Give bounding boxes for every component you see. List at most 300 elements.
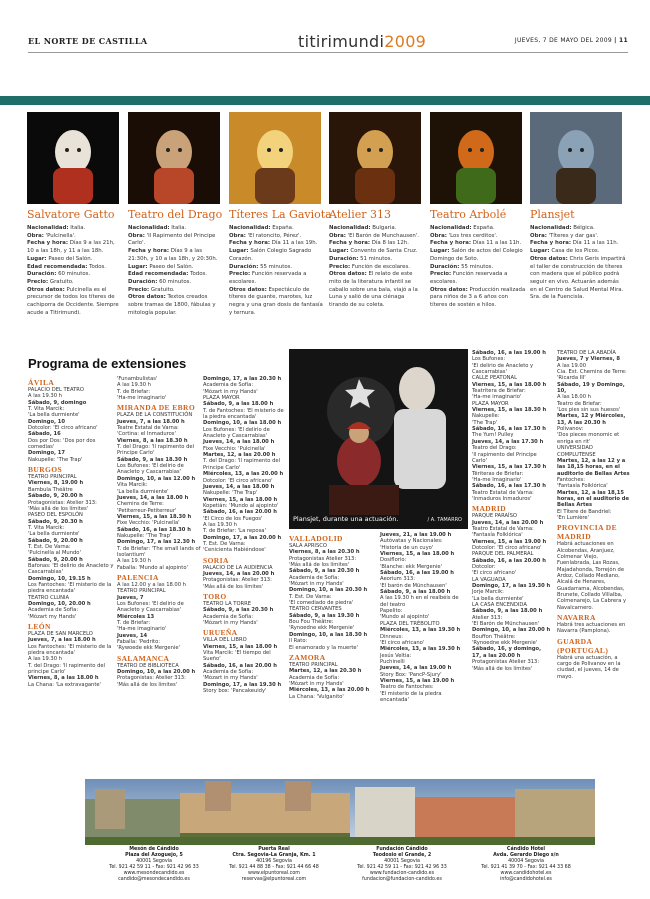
ad-mail[interactable]: reservas@elpuntoreal.com bbox=[241, 877, 307, 882]
detail-label: Nacionalidad: bbox=[430, 225, 472, 231]
page-header bbox=[28, 34, 628, 50]
detail-row bbox=[27, 279, 123, 287]
detail-row bbox=[329, 256, 425, 264]
detail-label: Precio: bbox=[430, 271, 452, 278]
event-date: Viernes, 8, a las 18.00 h bbox=[28, 675, 99, 682]
detail-label: Obra: bbox=[128, 232, 145, 239]
detail-value: Paseo del Salón. bbox=[149, 263, 194, 270]
detail-label: Lugar: bbox=[229, 248, 249, 255]
event-text: UNIVERSIDAD COMPLUTENSE bbox=[557, 445, 596, 458]
company-photo bbox=[530, 112, 622, 204]
event-text: PARQUE PARAÍSO bbox=[472, 513, 517, 520]
ad-mail[interactable]: candido@mesondecandido.es bbox=[118, 877, 190, 882]
detail-row bbox=[27, 256, 123, 264]
event-text: 'En Lumière' bbox=[557, 514, 590, 521]
event-text: Academia de Sofía: bbox=[28, 607, 79, 614]
detail-row bbox=[27, 271, 123, 279]
event-text: Faballa: 'Mundo al ajopinto' bbox=[117, 564, 188, 571]
event-text: 'Mózart in my Hands' bbox=[289, 680, 344, 687]
event-date: Domingo, 10, a las 20.30 h bbox=[289, 587, 368, 594]
detail-label: Duración: bbox=[329, 255, 359, 262]
event-date: Domingo, 10, a las 20.00 h bbox=[472, 627, 551, 634]
event-text: Jorje Marcik: bbox=[472, 589, 504, 596]
event-text: Dotcolor: 'El circo africano' bbox=[28, 425, 98, 432]
event-date: Viernes, 15, a las 19.00 h bbox=[380, 677, 455, 684]
event-date: Sábado, 9, 20.00 h bbox=[28, 537, 83, 544]
event-text: Polivanov: bbox=[557, 426, 584, 433]
detail-value: Bélgica. bbox=[573, 225, 595, 231]
event-text: La Chana: 'Vulganito' bbox=[289, 693, 344, 700]
event-text: 'The Trap' bbox=[472, 419, 498, 426]
company-card bbox=[329, 112, 425, 344]
event-text: 'Fantasía Folklórica' bbox=[557, 483, 608, 490]
event-text: T. de Briefar: 'The small lands of Isolantium' bbox=[117, 545, 201, 558]
event-text: 'Mundo al ajopinto' bbox=[380, 614, 430, 621]
detail-row bbox=[530, 240, 626, 248]
company-name: Plansjet bbox=[530, 208, 575, 221]
event-text: T. Est. De Varna: bbox=[289, 593, 332, 600]
detail-row bbox=[430, 271, 526, 286]
event-text: TEATRO DE LA ABADÍA bbox=[557, 350, 616, 356]
detail-label: Obra: bbox=[530, 232, 547, 239]
event-date: Domingo, 10, 19.15 h bbox=[28, 575, 91, 582]
event-date: Domingo, 10, a las 18.00 h bbox=[203, 420, 282, 427]
event-date: Domingo, 10, a las 18.30 h bbox=[289, 631, 368, 638]
photo-credit: / A. TAMARRO bbox=[427, 517, 462, 523]
detail-label: Precio: bbox=[27, 278, 49, 285]
event-date: Viernes, 15, a las 18.00 h bbox=[380, 551, 455, 558]
event-text: A las 19.00 bbox=[557, 362, 587, 369]
event-date: Domingo, 17, a las 20.30 h bbox=[203, 376, 282, 382]
event-date: Sábado, 16, a las 18.30 h bbox=[117, 526, 191, 533]
event-date: Domingo, 17, a las 20.00 h bbox=[203, 534, 282, 541]
event-date: Martes, 12, a las 20.00 h bbox=[203, 452, 276, 459]
event-text: 'Más allá de los límites' bbox=[117, 681, 178, 688]
event-text: Los Bufones: bbox=[472, 356, 506, 363]
event-text: PALACIO DE LA AUDIENCIA bbox=[203, 564, 273, 571]
advertisement bbox=[85, 779, 595, 889]
event-text: A las 19.30 h bbox=[117, 558, 151, 565]
event-text: 'Rynoedne ekk Mergenie' bbox=[472, 640, 538, 647]
detail-row bbox=[27, 225, 123, 233]
ad-city: 40196 Segovia bbox=[256, 859, 292, 864]
detail-row bbox=[530, 248, 626, 256]
detail-label: Precio: bbox=[128, 286, 150, 293]
event-date: Jueves, 7, a las 18.00 h bbox=[28, 637, 96, 644]
event-text: Atelier 313: bbox=[472, 614, 503, 621]
company-photo bbox=[229, 112, 321, 204]
event-date: Domingo, 17, a las 19.30 h bbox=[203, 681, 282, 688]
event-date: Sábado, 16, a las 20.00 h bbox=[472, 557, 546, 564]
detail-label: Edad recomendada: bbox=[27, 263, 88, 270]
ad-addr: Teodosio el Grande, 2 bbox=[372, 853, 432, 858]
company-card bbox=[128, 112, 224, 344]
date-text: JUEVES, 7 DE MAYO DEL 2009 bbox=[514, 37, 612, 44]
event-text: Protagonistas: Atelier 313: bbox=[117, 675, 186, 682]
event-text: Los Bufones: 'El delirio de Anacleto y Cascarrabias' bbox=[203, 426, 270, 440]
event-text: Protagonistas Atelier 313: bbox=[289, 555, 357, 562]
event-text: La Chana: 'La extravagante' bbox=[28, 681, 101, 688]
detail-label: Nacionalidad: bbox=[229, 225, 271, 231]
detail-value: 'Los tres cerditos'. bbox=[448, 232, 498, 239]
event-text: A las 19.30 h bbox=[203, 521, 237, 528]
event-text: Nakupelle: 'The Trap' bbox=[28, 456, 83, 463]
event-date: Sábado, 16, a las 17.30 h bbox=[472, 483, 546, 490]
event-text: T. de Briefar: bbox=[117, 388, 151, 395]
detail-row bbox=[329, 264, 425, 272]
event-text: 'El Barón de Münchausen' bbox=[472, 621, 540, 628]
event-text: 'Pulcinella al Mundo' bbox=[28, 550, 81, 557]
logo-year: 2009 bbox=[384, 32, 427, 51]
event-text: 'El delirio de Anacleto y Cascarrabias' bbox=[472, 362, 534, 376]
event-date: Martes, 12, a las 18,15 horas, en el auditorio de Bellas Artes bbox=[557, 489, 629, 509]
event-text: 'Mózart in my Hands' bbox=[203, 675, 258, 682]
detail-value: Convento de Santa Cruz. bbox=[350, 248, 418, 255]
detail-row bbox=[27, 240, 123, 255]
detail-row bbox=[329, 225, 425, 233]
event-text: 'Inmaduros Inmaduros' bbox=[472, 495, 532, 502]
event-text: 'El Circo de los Fuegos' bbox=[203, 515, 263, 522]
detail-label: Duración: bbox=[128, 278, 158, 285]
event-text: A las 19.30 h bbox=[117, 382, 151, 389]
event-text: CALLE PEATONAL bbox=[472, 375, 517, 382]
event-text: TEATRO CERVANTES bbox=[289, 606, 342, 613]
event-text: Teatro Estatal de Varna: bbox=[472, 525, 534, 532]
event-date: Domingo, 17 bbox=[28, 450, 66, 457]
event-date: Martes, 12, a las 12 y a las 18,15 horas, en el auditorio de Bellas Artes bbox=[557, 457, 630, 477]
extensions-column-1 bbox=[28, 376, 116, 688]
event-text: T. de Briefar: bbox=[117, 620, 151, 627]
company-details bbox=[329, 225, 425, 310]
event-date: Viernes, 15, a las 17.30 h bbox=[472, 464, 547, 471]
event-text: El Títere de Bandriel: bbox=[557, 508, 612, 515]
detail-value: Días 9 a las 21h, 10 a las 18h, y 11 a las 18h. bbox=[27, 240, 115, 255]
detail-row bbox=[229, 287, 325, 318]
page-date: JUEVES, 7 DE MAYO DEL 2009 | 11 bbox=[514, 37, 628, 44]
detail-value: El relato de este mito de la literatura infantil se caballo sobre una bala, viajó a la Luna y salió de una ciénaga tirando de su coleta. bbox=[329, 271, 418, 309]
puppet-photo bbox=[430, 112, 522, 204]
event-text: 'El misterio de la piedra encantada' bbox=[380, 690, 442, 703]
detail-row bbox=[430, 225, 526, 233]
event-text: A las 19.30 h bbox=[28, 393, 62, 400]
event-text: Protagonistas: Atelier 313: bbox=[203, 577, 272, 584]
detail-label: Obra: bbox=[430, 232, 447, 239]
event-text: Nakupelle: bbox=[472, 413, 500, 420]
detail-row bbox=[128, 264, 224, 272]
event-text: El enamorado y la muerte' bbox=[289, 644, 358, 651]
detail-row bbox=[430, 240, 526, 248]
event-date: Viernes, 15, a las 18.00 h bbox=[203, 643, 278, 650]
detail-row bbox=[430, 248, 526, 263]
ad-web[interactable]: www.mesondecandido.es bbox=[123, 871, 185, 876]
event-text: Dos por Dos: 'Dos por dos comedias' bbox=[28, 437, 96, 451]
event-text: LA CASA ENCENDIDA bbox=[472, 602, 527, 609]
detail-value: Gratuito. bbox=[49, 278, 74, 285]
detail-value: Paseo del Salón. bbox=[48, 255, 93, 262]
extensions-column-7 bbox=[557, 350, 632, 680]
detail-value: Función reservada a escolares. bbox=[229, 271, 307, 285]
event-date: Domingo, 17, a las 19.30 h bbox=[472, 583, 551, 590]
ad-city: 40001 Segovia bbox=[384, 859, 420, 864]
event-text: Habrá actuaciones en Alcobendas, Aranjuez, Colmenar Viejo, Fuenlabrada, Las Rozas, Majadahonda, Torrejón de Ardoz, Collado Mediano, Alcalá de Henares, Guadarrama, Alcobendas, Brunete, Collado Villalba, Colmenarejo, La Cabrera y Navalcarnero. bbox=[557, 541, 627, 611]
company-details bbox=[430, 225, 526, 310]
detail-value: Todos. bbox=[89, 263, 107, 270]
detail-value: Gratuito. bbox=[150, 286, 175, 293]
event-text: Bouffon Théâtre: bbox=[472, 633, 516, 640]
event-text: T. del Drago: 'Il rapimento del principe Carlo' bbox=[28, 662, 106, 676]
event-text: Bafonas: 'El delirio de Anacleto y Cascarrabias' bbox=[28, 562, 114, 576]
event-text: Teatro de Fantoches: bbox=[380, 684, 434, 691]
detail-value: 51 minutos. bbox=[360, 255, 393, 262]
detail-label: Lugar: bbox=[128, 263, 148, 270]
company-details bbox=[27, 225, 123, 317]
event-date: Sábado, 16 bbox=[28, 431, 61, 438]
detail-label: Nacionalidad: bbox=[530, 225, 572, 231]
ad-name: Mesón de Cándido bbox=[129, 847, 179, 852]
company-photo bbox=[128, 112, 220, 204]
detail-label: Nacionalidad: bbox=[128, 225, 170, 231]
detail-label: Otros datos: bbox=[530, 255, 568, 262]
event-date: Domingo, 17, a las 12.30 h bbox=[117, 539, 196, 546]
event-text: 'Los pies sin sus huesos' bbox=[557, 407, 621, 414]
ad-contacts bbox=[95, 847, 590, 887]
event-text: TEATRO PRINCIPAL bbox=[117, 588, 166, 595]
event-text: Jesús Veltia: bbox=[380, 652, 412, 659]
event-text: Story Box: 'PancP-Sjury' bbox=[380, 671, 442, 678]
detail-label: Fecha y hora: bbox=[329, 240, 371, 247]
event-date: Sábado, 16, a las 19.00 h bbox=[380, 570, 454, 577]
detail-value: 'El ratoncito, Pérez'. bbox=[247, 232, 302, 239]
detail-row bbox=[128, 248, 224, 263]
event-text: Protagonistas Atelier 313: bbox=[472, 659, 540, 666]
photo-caption: Plansjet, durante una actuación. bbox=[293, 515, 399, 523]
event-text: Los Fantoches: 'El misterio de la piedra encantada' bbox=[28, 643, 112, 657]
detail-value: Textos creados sobre tramas de 1800, fábulas y mitología popular. bbox=[128, 294, 216, 316]
event-text: Academia de Sofía: bbox=[289, 674, 340, 681]
event-text: Los Bufones: 'El delirio de Anacleto y Cascarrabias' bbox=[117, 463, 184, 476]
detail-row bbox=[128, 279, 224, 287]
extensions-title: Programa de extensiones bbox=[28, 356, 187, 371]
detail-label: Lugar: bbox=[27, 255, 47, 262]
event-text: 'Rynoedne ekk Mergenie' bbox=[289, 625, 355, 632]
detail-value: Chris Geris impartirá el taller de construcción de títeres con madera que el público podrá seguir en vivo. Actuarán además en el Centro de Salud Mental Mira. Sra. de la Fuencisla. bbox=[530, 255, 626, 301]
detail-value: 'El Barón de Munchausen'. bbox=[347, 232, 420, 239]
detail-value: Función de escolares. bbox=[351, 263, 410, 270]
event-text: 'Dos pieces monomic et enriga en rit' bbox=[557, 432, 620, 445]
event-text: TEATRO PRINCIPAL bbox=[28, 474, 77, 481]
location-heading: ÁVILA bbox=[28, 378, 55, 387]
ad-web[interactable]: www.elpuntoreal.com bbox=[248, 871, 300, 876]
event-date: Viernes, 8, a las 20.30 h bbox=[289, 549, 360, 556]
detail-row bbox=[128, 271, 224, 279]
detail-value: Casa de los Picos. bbox=[551, 248, 600, 255]
detail-value: Producción realizada para niños de 3 a 6 años con títeres de sostén e hilos. bbox=[430, 286, 526, 309]
event-text: A las 18.00 h bbox=[557, 394, 591, 401]
event-text: 'Ha-me Imaginario' bbox=[472, 476, 522, 483]
ad-tel: Tel. 921 44 88 38 - Fax: 921 44 66 48 bbox=[229, 865, 319, 870]
detail-row bbox=[329, 271, 425, 310]
detail-row bbox=[229, 248, 325, 263]
ad-name: Cándido Hotel bbox=[506, 847, 546, 852]
ad-mail[interactable]: info@candidohotel.es bbox=[500, 877, 552, 882]
ad-contact bbox=[95, 847, 213, 887]
event-date: Sábado, 9, a las 20.30 h bbox=[203, 607, 274, 614]
event-text: Habrá una actuación, a cargo de Polivanov en la ciudad, el jueves, 14 de mayo. bbox=[557, 654, 621, 680]
detail-label: Otros datos: bbox=[329, 271, 367, 278]
detail-label: Otros datos: bbox=[128, 294, 166, 301]
event-text: 'Cortina: el Inmaduros' bbox=[117, 431, 176, 438]
event-text: Fantoches: bbox=[557, 476, 585, 483]
event-text: 'El circo africano' bbox=[472, 570, 517, 577]
event-date: Jueves, 7, a las 18.00 h bbox=[117, 418, 185, 425]
event-date: Viernes, 15, a las 18.30 h bbox=[472, 407, 547, 414]
event-text: 'Ha-me imaginario' bbox=[117, 626, 167, 633]
event-text: Dinneus: bbox=[380, 633, 403, 640]
ad-addr: Avda. Gerardo Diego s/n bbox=[493, 853, 559, 858]
detail-label: Lugar: bbox=[430, 248, 450, 255]
event-text: Autóvatas y Nacionales: bbox=[380, 538, 443, 545]
event-text: Tëriteras de Briefar: bbox=[472, 470, 524, 477]
event-text: Protagonistas: Atelier 313: bbox=[28, 499, 97, 506]
event-text: 'Más allá de los límites' bbox=[28, 505, 89, 512]
event-text: Teatre Estatal de Varna: bbox=[117, 425, 179, 432]
detail-value: 55 minutos. bbox=[461, 263, 494, 270]
event-date: Viernes, 8, a las 18.30 h bbox=[117, 437, 188, 444]
detail-value: Día 11 a las 11h. bbox=[572, 240, 619, 247]
detail-label: Duración: bbox=[430, 263, 460, 270]
event-date: Sábado, 16, a las 17.30 h bbox=[472, 426, 546, 433]
event-date: Sábado, 16, a las 20.00 h bbox=[203, 509, 277, 516]
ad-mail[interactable]: fundacion@fundacion-candido.es bbox=[362, 877, 442, 882]
detail-row bbox=[128, 287, 224, 295]
detail-value: Día 8 las 12h. bbox=[371, 240, 409, 247]
company-name: Títeres La Gaviota bbox=[229, 208, 332, 221]
location-heading: GUARDA (PORTUGAL) bbox=[557, 636, 609, 655]
detail-value: 'Pulcinella'. bbox=[45, 232, 76, 239]
event-date: Jueves, 21, a las 19.00 h bbox=[380, 532, 452, 538]
event-text: Dotcolor: bbox=[472, 564, 496, 570]
event-text: Teatritera de Briefar: bbox=[472, 388, 526, 395]
location-heading: PALENCIA bbox=[117, 572, 159, 582]
location-heading: SORIA bbox=[203, 555, 229, 565]
puppet-photo bbox=[27, 112, 119, 204]
detail-row bbox=[329, 248, 425, 256]
event-text: Teatro del Drago: bbox=[472, 445, 517, 452]
detail-value: 60 minutos. bbox=[159, 278, 192, 285]
location-heading: VALLADOLID bbox=[289, 534, 343, 543]
event-text: LA VAGUADA bbox=[472, 576, 506, 583]
event-text: 'Rywoede ekk Mergenie' bbox=[117, 645, 180, 652]
event-date: Sábado, 9, a las 18.30 h bbox=[117, 456, 188, 463]
event-text: Teatro de Briefar: bbox=[557, 400, 602, 407]
event-text: 'Mózart in my Hands' bbox=[203, 388, 258, 395]
detail-row bbox=[128, 233, 224, 248]
event-date: Miércoles 13 bbox=[117, 613, 155, 620]
company-card bbox=[530, 112, 626, 344]
detail-label: Fecha y hora: bbox=[530, 240, 572, 247]
event-text: 'Mózart in my Hands' bbox=[203, 620, 258, 627]
company-details bbox=[229, 225, 325, 317]
location-heading: NAVARRA bbox=[557, 613, 596, 623]
event-date: Martes, 12 y Miércoles, 13, A las 20.30 h bbox=[557, 413, 626, 426]
event-text: T. de Fantoches: 'El misterio de la piedra encantada' bbox=[203, 407, 284, 421]
detail-row bbox=[530, 225, 626, 233]
event-date: Miércoles, 13, a las 19.30 h bbox=[380, 646, 461, 653]
event-text: Academia de Sofía: bbox=[289, 574, 340, 581]
extensions-column-4 bbox=[289, 532, 377, 700]
event-date: Jueves, 14, a las 17.30 h bbox=[472, 438, 544, 445]
event-text: 'La bella durmiente' bbox=[28, 412, 80, 419]
event-text: Bambula Théâtre bbox=[28, 486, 73, 493]
event-text: T. de Briefar: 'La reposa' bbox=[203, 528, 266, 535]
location-heading: MIRANDA DE EBRO bbox=[117, 403, 196, 413]
event-date: Sábado, 9, a las 18.00 h bbox=[472, 608, 543, 615]
logo-text: titirimundi bbox=[298, 32, 385, 51]
event-date: Jueves, 14, a las 19.00 h bbox=[380, 665, 452, 672]
event-date: Sábado, 16, a las 19.00 h bbox=[472, 350, 546, 356]
event-date: Jueves, 14, a las 20.00 h bbox=[472, 519, 544, 526]
ad-web[interactable]: www.candidohotel.es bbox=[500, 871, 552, 876]
puppet-photo bbox=[128, 112, 220, 204]
detail-label: Duración: bbox=[27, 271, 57, 278]
detail-label: Edad recomendada: bbox=[128, 271, 189, 278]
puppet-photo bbox=[530, 112, 622, 204]
event-date: Viernes, 15, a las 18.00 h bbox=[203, 496, 278, 503]
event-date: Jueves, 7 bbox=[117, 594, 144, 601]
ad-web[interactable]: www.fundacion-candido.es bbox=[369, 871, 435, 876]
event-text: Puchinelli bbox=[380, 658, 405, 665]
ad-scene bbox=[85, 779, 595, 845]
company-name: Salvatore Gatto bbox=[27, 208, 115, 221]
ad-contact bbox=[343, 847, 461, 887]
location-heading: TORO bbox=[203, 592, 227, 601]
event-text: T. del Drago: 'Il rapimento del Principe Carlo' bbox=[203, 458, 281, 471]
detail-row bbox=[229, 240, 325, 248]
page-number: 11 bbox=[619, 37, 628, 44]
event-text: SALA APRISCO bbox=[289, 543, 327, 549]
event-text: A las 19.30 h en el realbéis de del teatro bbox=[380, 595, 459, 608]
detail-value: Todos. bbox=[190, 271, 208, 278]
event-date: Jueves, 14, a las 18.00 h bbox=[203, 483, 275, 490]
extensions-column-3 bbox=[203, 376, 288, 694]
detail-value: Salón de actos del Colegio Domingo de Soto. bbox=[430, 248, 523, 262]
detail-value: 55 minutos. bbox=[260, 263, 293, 270]
event-date: Domingo, 10, a las 20.00 h bbox=[117, 669, 196, 676]
event-text: T. Vita Marcik: bbox=[28, 524, 65, 531]
detail-row bbox=[128, 294, 224, 317]
detail-value: 'Títeres y dar gas'. bbox=[548, 232, 599, 239]
detail-row bbox=[27, 287, 123, 318]
detail-value: Día 11 a las 19h. bbox=[271, 240, 318, 247]
event-text: Papelito: bbox=[380, 608, 403, 615]
event-date: Domingo, 10, a las 12.00 h bbox=[117, 475, 196, 482]
event-text: TEATRO DE BIBLIOTECA bbox=[117, 662, 179, 669]
detail-label: Duración: bbox=[229, 263, 259, 270]
event-text: PLAZA MAYOR bbox=[472, 400, 509, 407]
event-text: 'La bella durmiente' bbox=[117, 488, 169, 495]
event-date: Miércoles, 13, a las 19.30 h bbox=[380, 627, 461, 634]
event-text: 'Petiterreur-Petiterreur' bbox=[117, 507, 177, 514]
event-text: 'Mózart in my Hands' bbox=[289, 581, 344, 588]
event-text: 'El barón de Münchausen' bbox=[380, 582, 447, 589]
detail-value: Italia. bbox=[171, 225, 187, 231]
event-text: Fixe Vecchio: 'Pulcinella' bbox=[117, 520, 180, 527]
detail-row bbox=[229, 225, 325, 233]
header-rule bbox=[28, 52, 628, 53]
ad-contact bbox=[467, 847, 585, 887]
detail-label: Nacionalidad: bbox=[27, 225, 69, 231]
detail-value: España. bbox=[473, 225, 495, 231]
